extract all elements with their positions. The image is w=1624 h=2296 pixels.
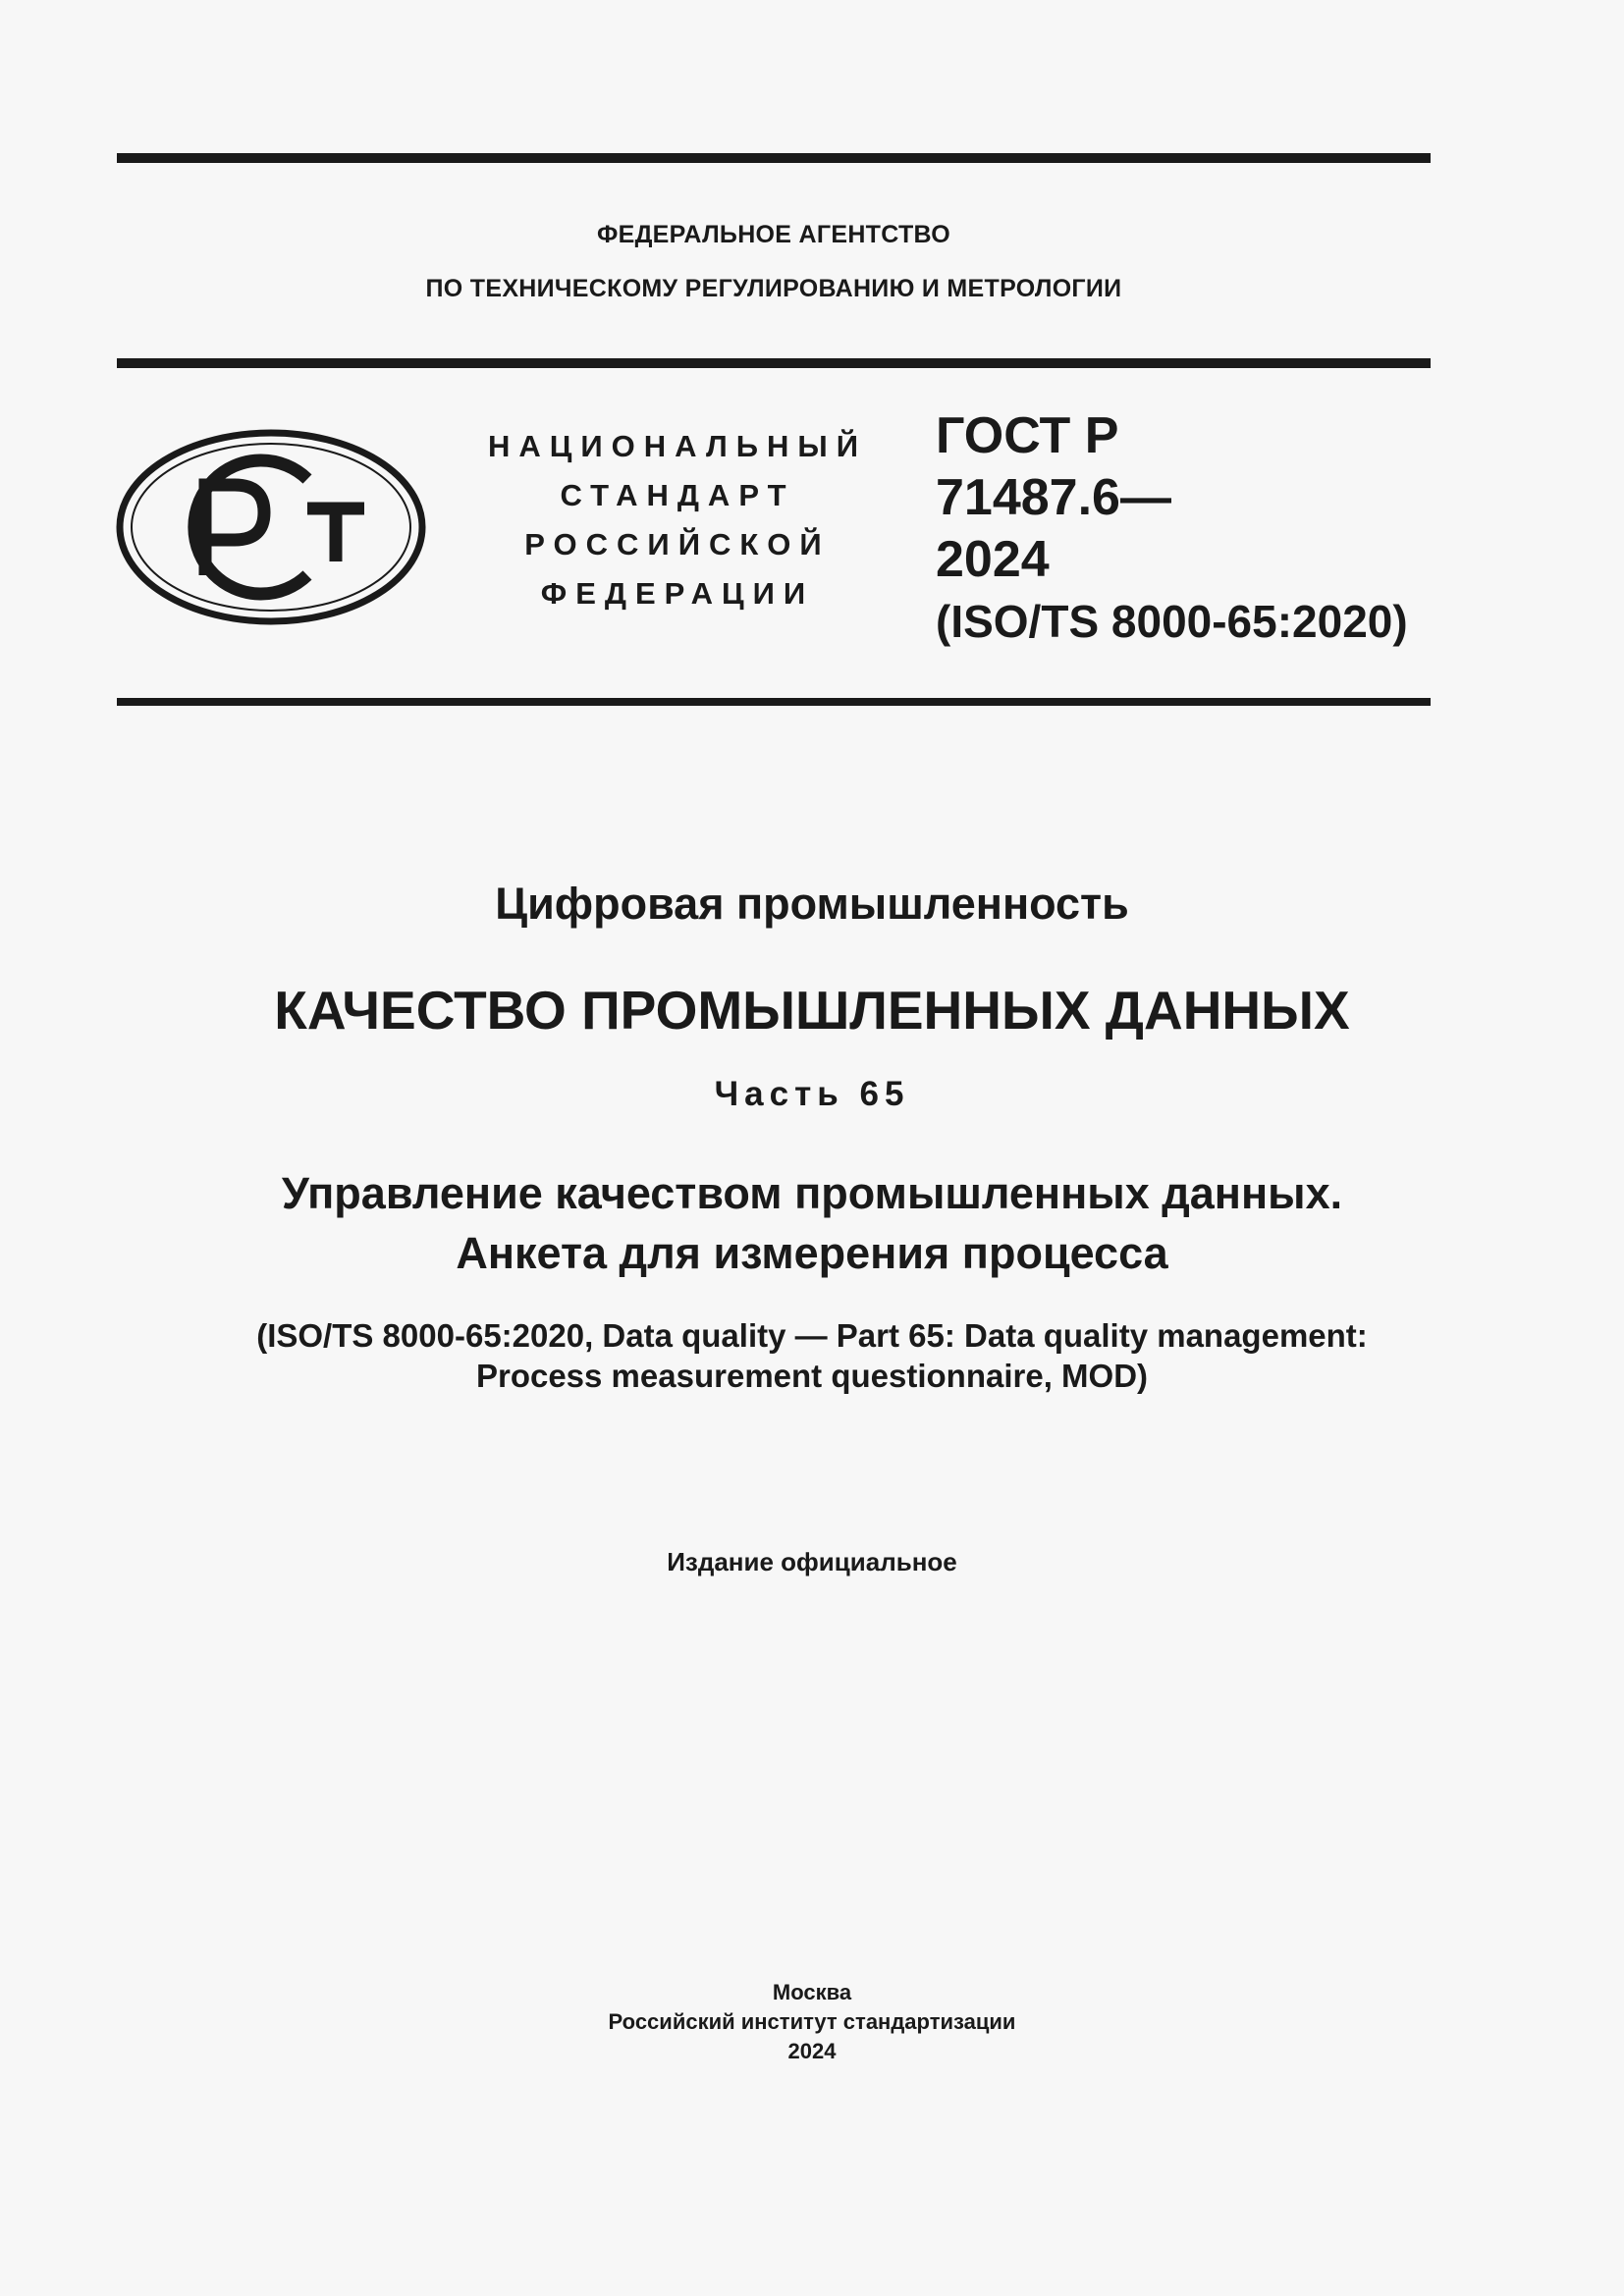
subtitle <box>0 1163 1624 1283</box>
designation-line4: (ISO/TS 8000-65:2020) <box>936 596 1408 647</box>
iso-reference-line2: Process measurement questionnaire, MOD) <box>475 1358 1149 1394</box>
header-rule <box>117 358 1431 368</box>
designation-rule <box>117 698 1431 706</box>
national-standard-line4: ФЕДЕРАЦИИ <box>540 576 815 611</box>
designation-line2: 71487.6— <box>936 469 1171 526</box>
iso-reference-line1: (ISO/TS 8000-65:2020, Data quality — Part 65: Data quality management: <box>256 1317 1368 1354</box>
publisher-institute: Российский институт стандартизации <box>608 2009 1016 2034</box>
top-rule <box>117 153 1431 163</box>
subtitle-line1: Управление качеством промышленных данных. <box>281 1168 1343 1218</box>
part-number: Часть 65 <box>714 1075 910 1113</box>
category-title: Цифровая промышленность <box>495 879 1129 929</box>
national-standard-line2: СТАНДАРТ <box>560 478 795 512</box>
publisher-block <box>0 1978 1624 2066</box>
rst-emblem-icon <box>115 428 427 626</box>
publisher-year: 2024 <box>787 2039 837 2063</box>
designation-line3: 2024 <box>936 531 1050 588</box>
agency-name-line1: ФЕДЕРАЛЬНОЕ АГЕНТСТВО <box>596 221 951 248</box>
publisher-city: Москва <box>772 1980 852 2004</box>
designation-line1: ГОСТ Р <box>936 407 1119 464</box>
iso-reference <box>0 1315 1624 1396</box>
edition-label: Издание официальное <box>667 1547 957 1576</box>
national-standard-line3: РОССИЙСКОЙ <box>524 527 831 561</box>
subtitle-line2: Анкета для измерения процесса <box>456 1228 1168 1278</box>
agency-name-line2: ПО ТЕХНИЧЕСКОМУ РЕГУЛИРОВАНИЮ И МЕТРОЛОГИИ <box>425 275 1122 302</box>
standard-designation <box>936 405 1408 653</box>
main-title: КАЧЕСТВО ПРОМЫШЛЕННЫХ ДАННЫХ <box>274 980 1350 1041</box>
national-standard-line1: НАЦИОНАЛЬНЫЙ <box>487 429 868 463</box>
national-standard-label <box>461 422 893 618</box>
